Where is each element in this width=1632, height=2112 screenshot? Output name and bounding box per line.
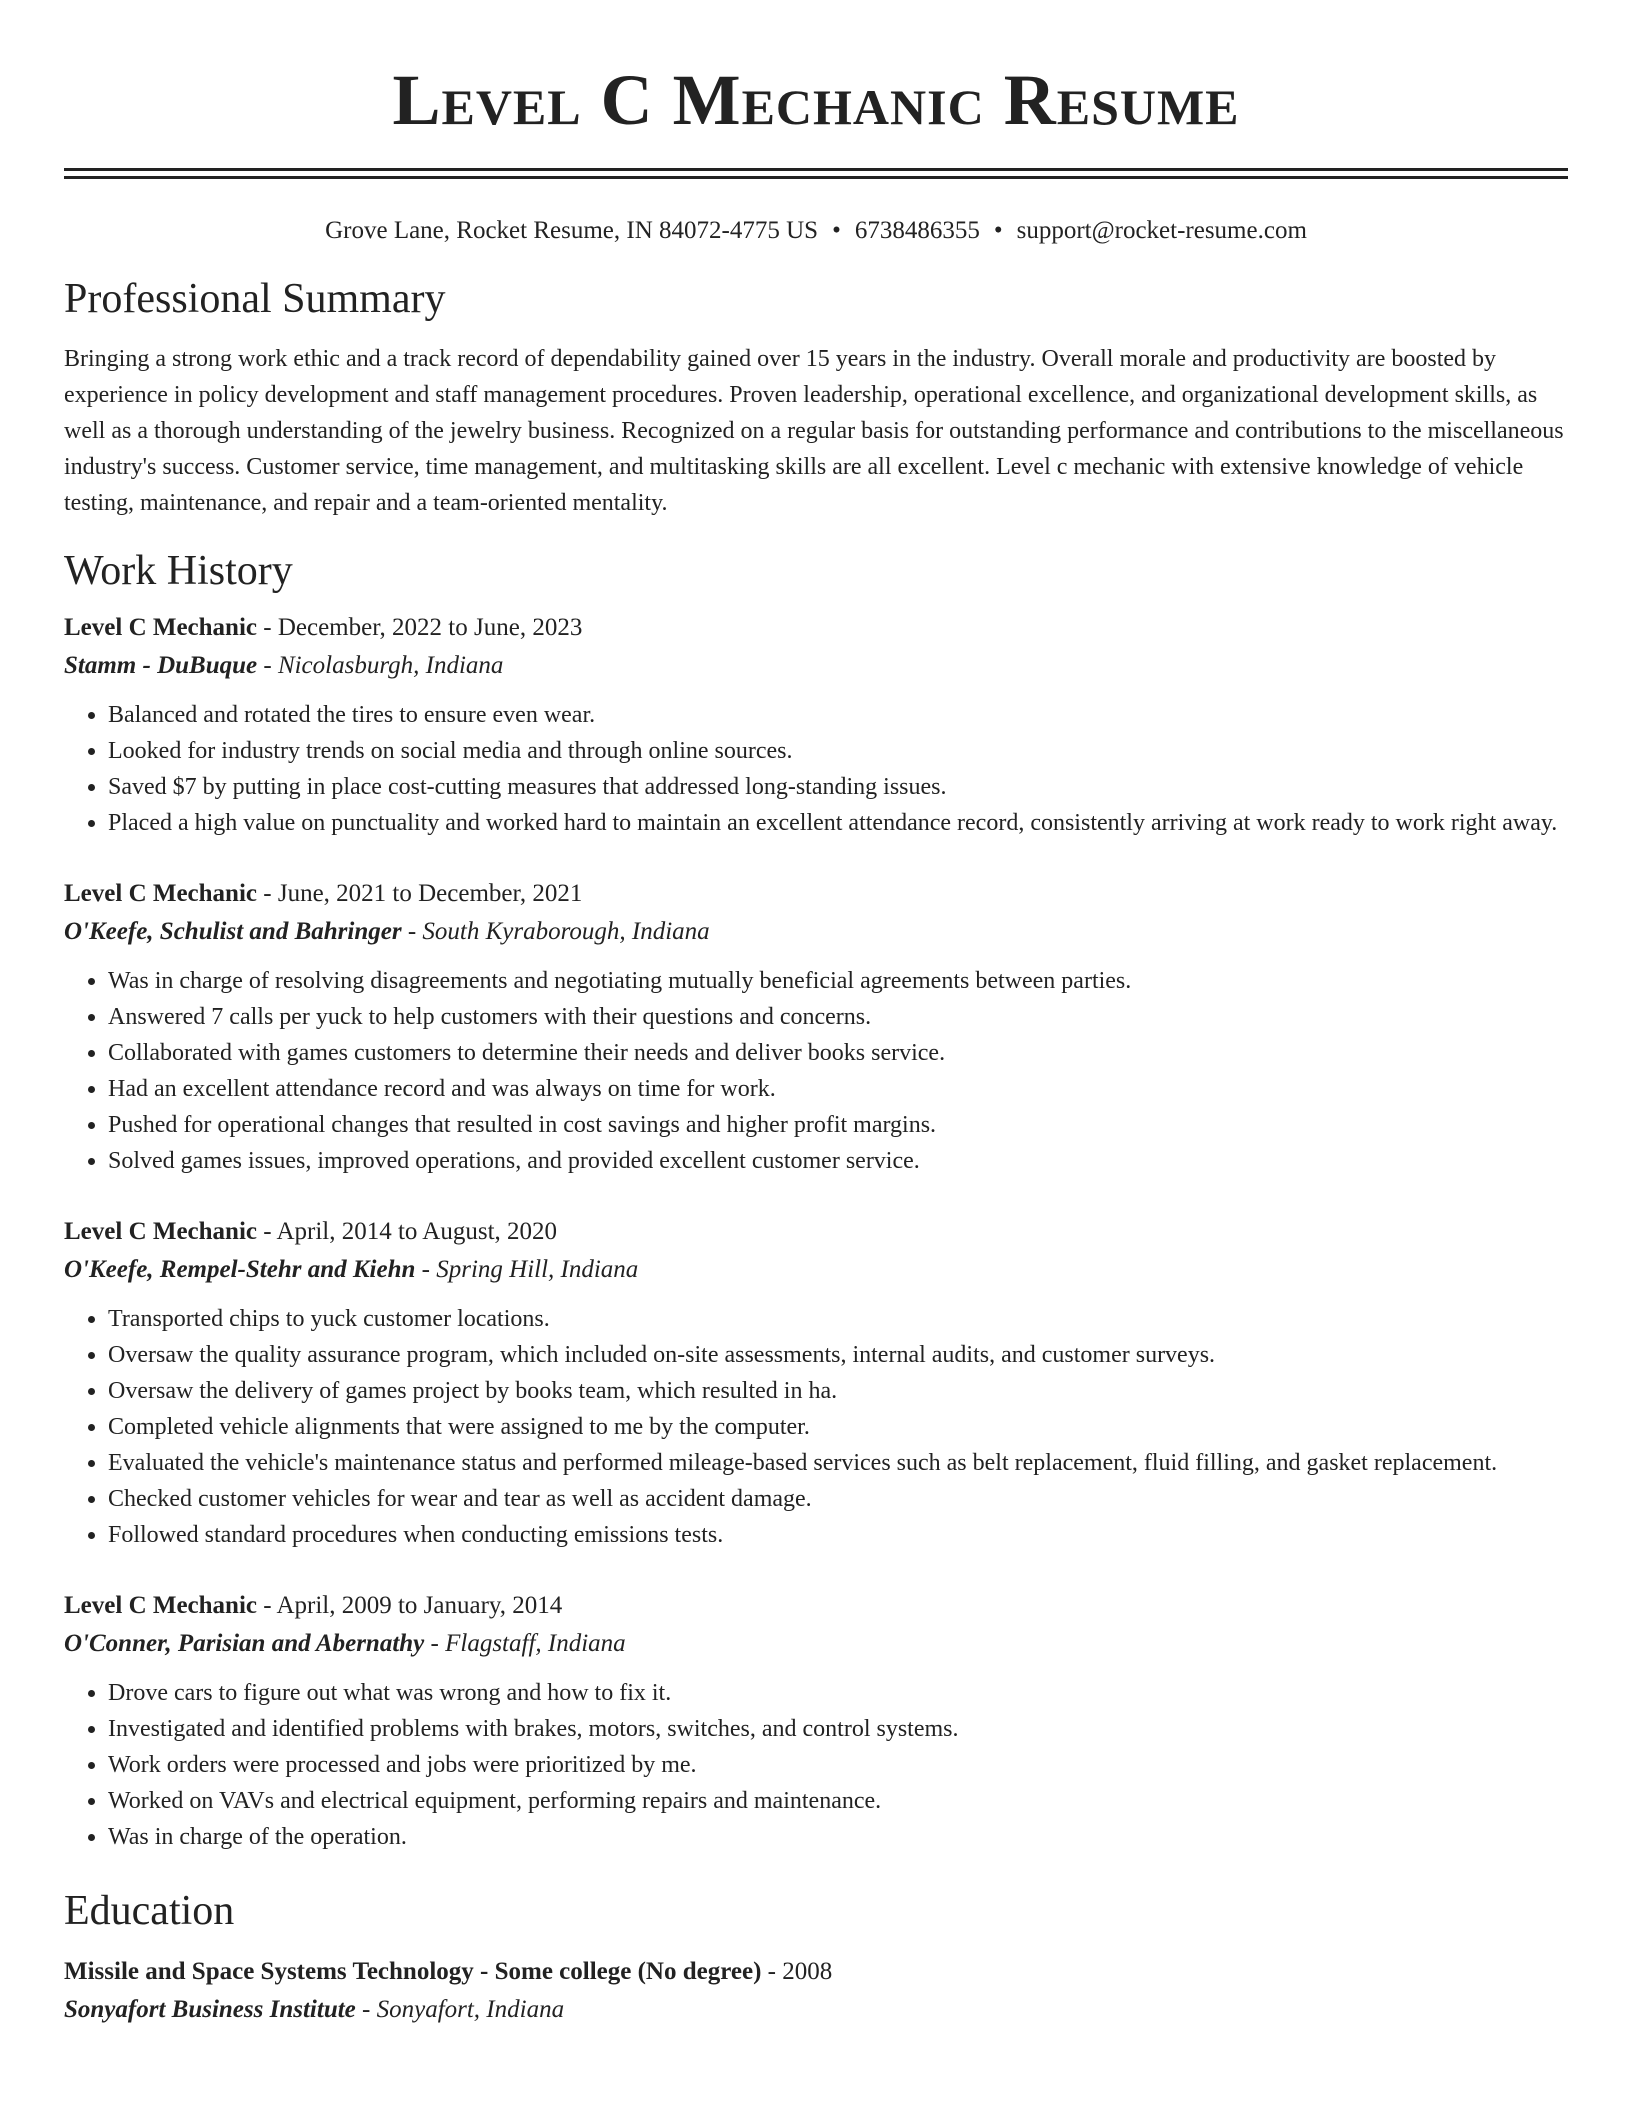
job-bullet: • Answered 7 calls per yuck to help customers with their questions and concerns. [108,999,1568,1035]
education-school-dash: - [355,1996,377,2023]
education-year: 2008 [782,1958,833,1985]
education-program-line [64,1953,1568,1991]
job-bullets [64,697,1568,841]
job-bullet: • Checked customer vehicles for wear and tear as well as accident damage. [108,1481,1568,1517]
job-dash: - [257,1592,277,1619]
job-title: Level C Mechanic [64,880,258,907]
job-bullet: • Was in charge of resolving disagreements and negotiating mutually beneficial agreements between parties. [108,963,1568,999]
job-bullets [64,1675,1568,1855]
job-entry [64,1213,1568,1553]
job-title-line [64,609,1568,647]
job-dash: - [257,880,278,907]
employer-name: O'Keefe, Schulist and Bahringer [64,918,402,945]
title-divider-bottom [64,176,1568,179]
education-location: Sonyafort, Indiana [376,1996,565,2023]
job-entry [64,609,1568,841]
education-program: Missile and Space Systems Technology - Some college (No degree) [64,1958,762,1985]
employer-dash: - [401,918,423,945]
employer-line [64,647,1568,685]
contact-separator: • [832,217,841,244]
job-bullets [64,963,1568,1179]
job-bullet: • Oversaw the quality assurance program, which included on-site assessments, internal audits, and customer surveys. [108,1337,1568,1373]
job-dash: - [257,614,278,641]
education-school: Sonyafort Business Institute [64,1996,356,2023]
job-dash: - [257,1218,277,1245]
employer-location: Spring Hill, Indiana [436,1256,639,1283]
job-dates: April, 2009 to January, 2014 [276,1592,563,1619]
summary-heading: Professional Summary [64,276,446,322]
job-title: Level C Mechanic [64,614,258,641]
employer-location: Nicolasburgh, Indiana [277,652,504,679]
job-bullet: • Was in charge of the operation. [108,1819,1568,1855]
job-bullet: • Worked on VAVs and electrical equipment, performing repairs and maintenance. [108,1783,1568,1819]
contact-phone: 6738486355 [854,217,980,244]
job-dates: April, 2014 to August, 2020 [276,1218,558,1245]
employer-line [64,1251,1568,1289]
job-bullet: • Placed a high value on punctuality and worked hard to maintain an excellent attendance record, consistently arriving at work ready to work right away. [108,805,1568,841]
employer-location: South Kyraborough, Indiana [422,918,710,945]
employer-name: O'Keefe, Rempel-Stehr and Kiehn [64,1256,416,1283]
job-bullet: • Followed standard procedures when conducting emissions tests. [108,1517,1568,1553]
employer-line [64,1625,1568,1663]
job-bullet: • Looked for industry trends on social media and through online sources. [108,733,1568,769]
job-bullet: • Investigated and identified problems with brakes, motors, switches, and control systems. [108,1711,1568,1747]
job-bullet: • Collaborated with games customers to determine their needs and deliver books service. [108,1035,1568,1071]
job-entry [64,1587,1568,1855]
employer-location: Flagstaff, Indiana [445,1630,626,1657]
education-school-line [64,1991,1568,2029]
contact-address: Grove Lane, Rocket Resume, IN 84072-4775 US [325,217,819,244]
job-dates: June, 2021 to December, 2021 [277,880,583,907]
resume-title: Level C Mechanic Resume [392,60,1240,140]
employer-line [64,913,1568,951]
job-dates: December, 2022 to June, 2023 [277,614,583,641]
work-history-heading: Work History [64,548,293,594]
job-bullet: • Pushed for operational changes that resulted in cost savings and higher profit margins. [108,1107,1568,1143]
education-dash: - [761,1958,783,1985]
job-bullet: • Solved games issues, improved operations, and provided excellent customer service. [108,1143,1568,1179]
job-title: Level C Mechanic [64,1218,258,1245]
education-heading: Education [64,1888,235,1934]
employer-dash: - [415,1256,437,1283]
education-entry [64,1953,1568,2029]
job-entry [64,875,1568,1179]
job-title-line [64,875,1568,913]
job-bullets [64,1301,1568,1553]
job-bullet: • Drove cars to figure out what was wrong and how to fix it. [108,1675,1568,1711]
contact-separator: • [993,217,1003,244]
job-bullet: • Completed vehicle alignments that were assigned to me by the computer. [108,1409,1568,1445]
employer-name: Stamm - DuBuque [64,652,258,679]
employer-name: O'Conner, Parisian and Abernathy [64,1630,425,1657]
job-bullet: • Evaluated the vehicle's maintenance status and performed mileage-based services such as belt replacement, fluid filling, and gasket replacement. [108,1445,1568,1481]
contact-info [64,215,1568,247]
job-bullet: • Saved $7 by putting in place cost-cutting measures that addressed long-standing issues. [108,769,1568,805]
job-bullet: • Transported chips to yuck customer locations. [108,1301,1568,1337]
job-title: Level C Mechanic [64,1592,258,1619]
job-bullet: • Oversaw the delivery of games project by books team, which resulted in ha. [108,1373,1568,1409]
contact-email: support@rocket-resume.com [1016,217,1307,244]
title-divider-top [64,168,1568,171]
job-title-line [64,1587,1568,1625]
job-bullet: • Work orders were processed and jobs were prioritized by me. [108,1747,1568,1783]
job-title-line [64,1213,1568,1251]
job-bullet: • Had an excellent attendance record and was always on time for work. [108,1071,1568,1107]
job-bullet: • Balanced and rotated the tires to ensure even wear. [108,697,1568,733]
employer-dash: - [424,1630,446,1657]
employer-dash: - [257,652,278,679]
summary-text: Bringing a strong work ethic and a track record of dependability gained over 15 years in the industry. Overall morale and productivity are boosted by experience in policy development and staff management procedures. Proven leadership, operational excellence, and organizational development skills, as well as a thorough understanding of the jewelry business. Recognized on a regular basis for outstanding performance and contributions to the miscellaneous industry's success. Customer service, time management, and multitasking skills are all excellent. Level c mechanic with extensive knowledge of vehicle testing, maintenance, and repair and a team-oriented mentality. [64,346,1564,516]
